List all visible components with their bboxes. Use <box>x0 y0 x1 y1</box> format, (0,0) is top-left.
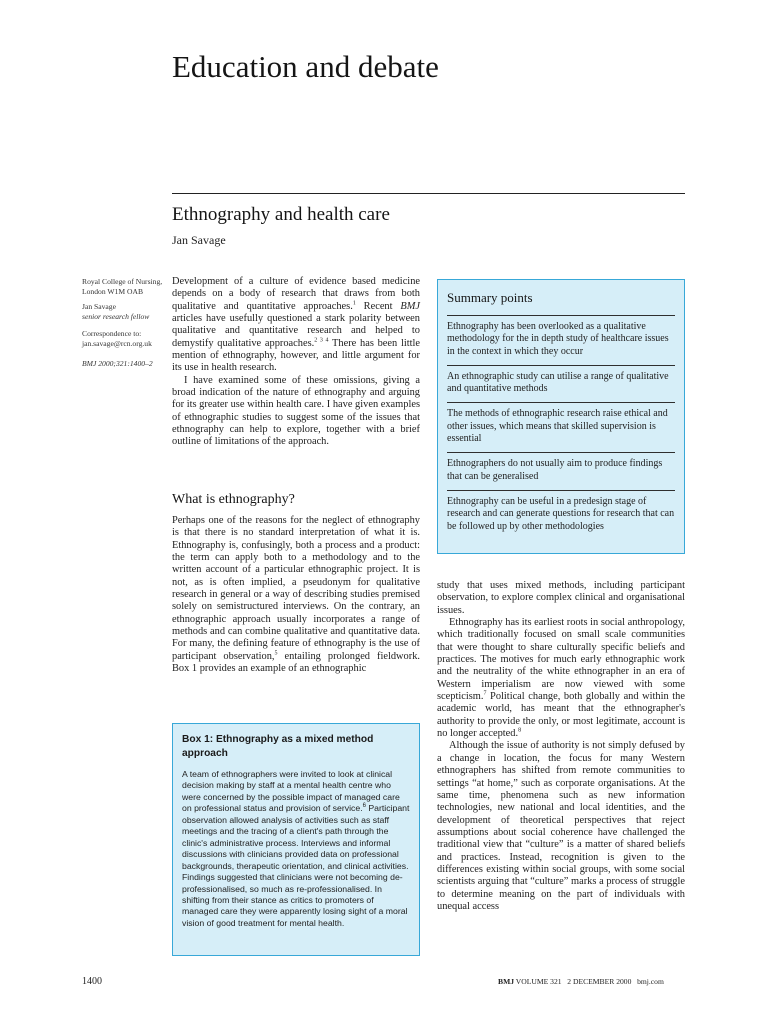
col2-paragraph-2: Ethnography has its earliest roots in social anthropology, which traditionally focused on small scale communities that were thought to share culturally specific beliefs and practices. The motives for much early ethnographic work and the neutrality of the white ethnographer in an era of Western imperialism are now viewed with some scepticism.$^7$ Political change, both globally and within the academic world, has meant that the ethnographer's authority to provide the only, or most legitimate, account is no longer accepted.$^8$ <box>437 617 685 740</box>
box-1-text: A team of ethnographers were invited to look at clinical decision making by staff at a mental health centre who were concerned by the possible impact of managed care on professional status and provision of service.$^6$ Participant observation allowed analysis of activities such as staff meetings and the tracing of a client's path through the clinic's administrative process. Interviews and informal discussions with clinicians provided data on professional backgrounds, therapeutic orientation, and clinical activities. Findings suggested that clinicians were not becoming de-professionalised, so much as re-professionalised. In shifting from their stance as critics to promoters of managed care they were apparently losing sight of a moral vision of good treatment for mental health. <box>182 769 410 928</box>
article-author: Jan Savage <box>172 233 226 247</box>
section-heading-what-is-ethnography: What is ethnography? <box>172 492 295 507</box>
footer-citation <box>498 977 664 986</box>
reference-marker: 2 3 4 <box>314 337 329 344</box>
box-1 <box>172 723 420 956</box>
summary-points-heading: Summary points <box>447 290 533 305</box>
affiliation: Royal College of Nursing, London W1M OAB <box>82 277 163 296</box>
summary-point: Ethnography can be useful in a predesign stage of research and can generate questions for research that can be followed up by other methodologies <box>447 490 675 540</box>
journal-name: BMJ <box>400 300 420 312</box>
header-rule <box>172 193 685 194</box>
intro-paragraph-2: I have examined some of these omissions, giving a broad indication of the nature of ethnography and arguing for its greater use within health care. I have given examples of ethnographic studies to suggest some of the issues that ethnography can help to explore, together with a brief outline of limitations of the approach. <box>172 374 420 448</box>
reference-marker: 8 <box>518 727 522 734</box>
footer-issue: VOLUME 321 2 DECEMBER 2000 bmj.com <box>515 977 664 986</box>
summary-point: Ethnographers do not usually aim to produce findings that can be generalised <box>447 452 675 490</box>
summary-point: Ethnography has been overlooked as a qualitative methodology for the in depth study of healthcare issues in the context in which they occur <box>447 315 675 365</box>
author-details <box>82 302 166 321</box>
reference-marker: 7 <box>483 690 487 697</box>
what-is-text <box>172 515 420 675</box>
author-sidebar <box>82 277 166 374</box>
citation: BMJ 2000;321:1400–2 <box>82 358 153 368</box>
page-number: 1400 <box>82 976 102 987</box>
intro-paragraph-1: Development of a culture of evidence based medicine depends on a body of research that draws from both qualitative and quantitative approaches.$^1$ Recent BMJ articles have usefully questioned a stark polarity between qualitative and quantitative research and helped to demystify qualitative approaches.$^{2 3 4}$ There has been little mention of ethnography, however, and little argument for its use in health research. <box>172 276 420 374</box>
summary-point: An ethnographic study can utilise a range of qualitative and quantitative methods <box>447 365 675 403</box>
intro-text <box>172 276 420 449</box>
author-name: Jan Savage <box>82 302 116 312</box>
summary-point: The methods of ethnographic research raise ethical and other issues, which means that skilled supervision is essential <box>447 402 675 452</box>
box-1-heading: Box 1: Ethnography as a mixed method approach <box>182 734 374 759</box>
reference-marker: 1 <box>352 300 356 307</box>
reference-marker: 5 <box>274 650 278 657</box>
summary-points-box <box>437 279 685 554</box>
author-role: senior research fellow <box>82 311 150 321</box>
article-title: Ethnography and health care <box>172 204 390 225</box>
col2-paragraph-1: study that uses mixed methods, including participant observation, to explore complex clinical and organisational issues. <box>437 580 685 616</box>
column-2-text <box>437 580 685 913</box>
section-header: Education and debate <box>172 49 439 84</box>
what-is-paragraph: Perhaps one of the reasons for the neglect of ethnography is that there is no standard interpretation of what it is. Ethnography is, confusingly, both a process and a product: the term can apply both to a methodology and to the written account of a particular ethnographic project. It is not, as is often implied, a pseudonym for qualitative research in general or a way of describing studies premised solely on semistructured interviews. On the contrary, an ethnographic approach usually incorporates a range of methods and can combine qualitative and quantitative data. For many, the defining feature of ethnography is the use of participant observation,$^5$ entailing prolonged fieldwork. Box 1 provides an example of an ethnographic <box>172 515 420 675</box>
correspondence: Correspondence to: jan.savage@rcn.org.uk <box>82 329 152 348</box>
col2-paragraph-3: Although the issue of authority is not simply defused by a change in location, the focus for many Western ethnographers has shifted from remote communities to settings “at home,” such as corporate organisations. At the same time, phenomena such as new information technologies, new national and local identities, and the development of theoretical perspectives that reject assumptions about social coherence have challenged the traditional view that “culture” is a matter of shared beliefs and practices. Instead, recognition is given to the differences existing within social groups, with some social scientists arguing that “culture” marks a process of struggle to determine meaning on the part of individuals with unequal access <box>437 740 685 912</box>
footer-journal: BMJ <box>498 977 515 986</box>
reference-marker: 6 <box>362 803 366 810</box>
